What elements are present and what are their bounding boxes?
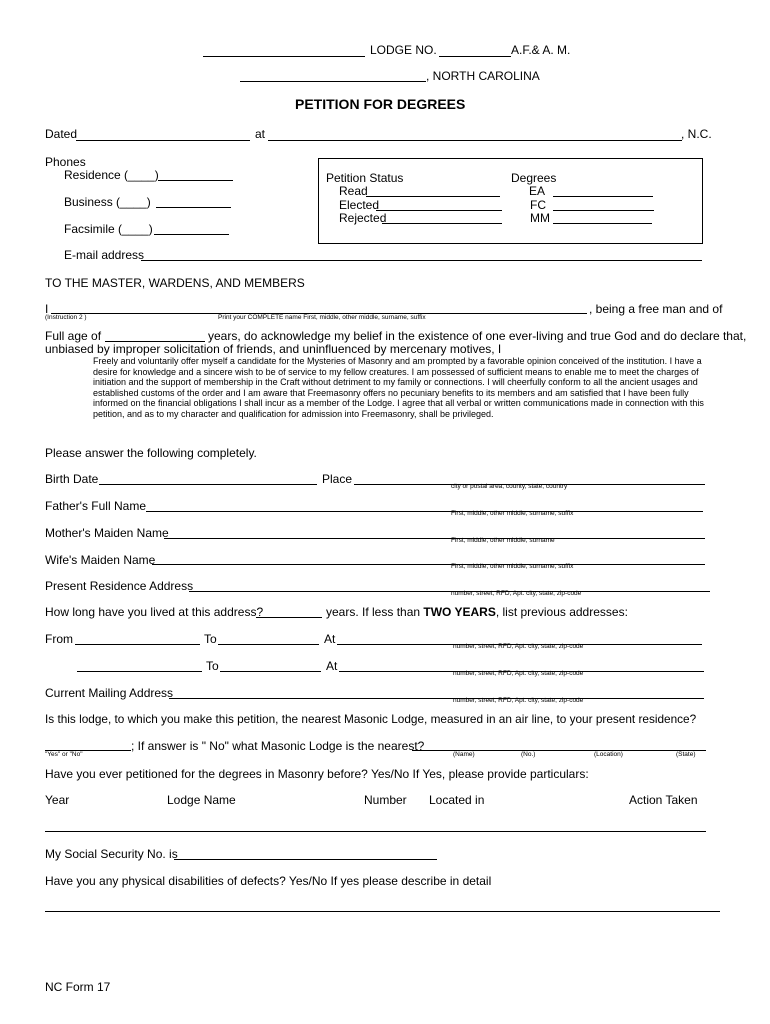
- email-label: E-mail address: [64, 248, 145, 262]
- ssn-label: My Social Security No. is: [45, 847, 178, 861]
- facsimile-line[interactable]: [154, 234, 229, 235]
- how-long-line[interactable]: [256, 617, 322, 618]
- to-line-1[interactable]: [218, 644, 319, 645]
- present-residence-label: Present Residence Address: [45, 579, 194, 593]
- birth-date-line[interactable]: [99, 484, 317, 485]
- unbiased-text: unbiased by improper solicitation of friends, and uninfluenced by mercenary motives, I: [45, 342, 502, 356]
- years-if-less-label: [326, 606, 628, 618]
- name-hint-small: (Name): [453, 751, 475, 758]
- rejected-label: Rejected: [339, 211, 387, 225]
- if-no-label: ; If answer is " No" what Masonic Lodge is the nearest?: [131, 739, 425, 753]
- to-label-1: To: [204, 632, 217, 646]
- lodge-no-label: LODGE NO.: [370, 43, 437, 57]
- mother-hint: First, middle, other middle, surname: [451, 537, 555, 544]
- birth-date-label: Birth Date: [45, 472, 99, 486]
- ea-line[interactable]: [553, 196, 653, 197]
- lodge-name-line[interactable]: [203, 56, 365, 57]
- instruction-note: (Instruction 2 ): [45, 314, 87, 321]
- dated-label: Dated: [45, 127, 78, 141]
- read-line[interactable]: [366, 196, 500, 197]
- mailing-address-line[interactable]: [169, 698, 704, 699]
- father-hint: First, middle, other middle, surname, suffix: [451, 510, 574, 517]
- how-long-label: How long have you lived at this address?: [45, 605, 264, 619]
- mm-line[interactable]: [553, 223, 652, 224]
- action-taken-header: Action Taken: [629, 793, 698, 807]
- yes-no-hint: "Yes" or "No": [45, 751, 83, 758]
- father-label: Father's Full Name: [45, 499, 146, 513]
- lodge-name-header: Lodge Name: [167, 793, 236, 807]
- at-label-1: At: [324, 632, 336, 646]
- location-hint: (Location): [594, 751, 623, 758]
- elected-line[interactable]: [376, 210, 502, 211]
- from-line-2[interactable]: [77, 671, 202, 672]
- dated-line[interactable]: [76, 140, 250, 141]
- phones-label: Phones: [45, 155, 86, 169]
- disabilities-question: Have you any physical disabilities of defects? Yes/No If yes please describe in detail: [45, 874, 492, 888]
- fc-line[interactable]: [553, 210, 654, 211]
- email-line[interactable]: [141, 260, 702, 261]
- afam-label: A.F.& A. M.: [511, 43, 571, 57]
- free-man-label: , being a free man and of: [589, 302, 723, 316]
- nearest-lodge-question: Is this lodge, to which you make this petition, the nearest Masonic Lodge, measured in an air line, to your present residence?: [45, 712, 697, 726]
- ea-label: EA: [529, 184, 546, 198]
- number-header: Number: [364, 793, 407, 807]
- wife-hint: First, middle, other middle, surname, suffix: [451, 563, 574, 570]
- no-hint: (No.): [521, 751, 536, 758]
- north-carolina-label: , NORTH CAROLINA: [426, 69, 540, 83]
- residence-phone-line[interactable]: [158, 180, 233, 181]
- located-in-header: Located in: [429, 793, 485, 807]
- facsimile-label: Facsimile (____): [64, 222, 153, 236]
- nc-label: , N.C.: [681, 127, 712, 141]
- wife-label: Wife's Maiden Name: [45, 553, 156, 567]
- mailing-address-label: Current Mailing Address: [45, 686, 174, 700]
- residence-phone-label: Residence (____): [64, 168, 159, 182]
- full-age-label: Full age of: [45, 329, 102, 343]
- mother-line[interactable]: [164, 538, 705, 539]
- disabilities-line[interactable]: [45, 911, 720, 912]
- to-label-2: To: [206, 659, 219, 673]
- ssn-line[interactable]: [174, 859, 437, 860]
- salutation: TO THE MASTER, WARDENS, AND MEMBERS: [45, 276, 305, 290]
- name-hint: Print your COMPLETE name First, middle, other middle, surname, suffix: [218, 314, 426, 321]
- declaration-paragraph: Freely and voluntarily offer myself a candidate for the Mysteries of Masonry and am prompted by a favorable opinion conceived of the institution. I have a desire for knowledge and a sincere wish to be of service to my fellow creatures. I am possessed of sufficient means to enable me to meet the charges of initiation and the support of membership in the Craft without detriment to my family or connections. I will cheerfully conform to all the ancient usages and established customs of the order and I am aware that Freemasonry offers no pecuniary benefits to its members and am satisfied that I have been fully informed on the financial obligations I shall incur as a member of the Lodge. I agree that all verbal or written communications made in connection with this petition, and as to my character and qualification for admission into Freemasonry, shall be privileged.: [93, 356, 704, 419]
- at-label: at: [255, 127, 266, 141]
- page-title: PETITION FOR DEGREES: [295, 96, 466, 112]
- father-line[interactable]: [146, 511, 703, 512]
- at-label-2: At: [326, 659, 338, 673]
- residence-hint: number, street, RFD, Apt. city, state, zip-code: [451, 590, 582, 597]
- petition-status-label: Petition Status: [326, 171, 404, 185]
- mailing-hint: number, street, RFD, Apt. city, state, zip-code: [453, 697, 584, 704]
- read-label: Read: [339, 184, 368, 198]
- i-label: I: [45, 302, 49, 316]
- from-line-1[interactable]: [75, 644, 200, 645]
- wife-line[interactable]: [152, 564, 705, 565]
- fc-label: FC: [530, 198, 546, 212]
- business-phone-line[interactable]: [156, 207, 231, 208]
- at-location-line[interactable]: [268, 140, 682, 141]
- prev-address-hint-2: number, street, RFD, Apt. city, state, zip-code: [453, 670, 584, 677]
- form-number: NC Form 17: [45, 980, 111, 994]
- petitioned-before-question: Have you ever petitioned for the degrees in Masonry before? Yes/No If Yes, please provide particulars:: [45, 767, 589, 781]
- degrees-label: Degrees: [511, 171, 557, 185]
- place-hint: city or postal area, county, state, country: [451, 483, 568, 490]
- place-label: Place: [322, 472, 353, 486]
- rejected-line[interactable]: [382, 223, 502, 224]
- belief-text: years, do acknowledge my belief in the existence of one ever-living and true God and do declare that,: [208, 329, 747, 343]
- year-header: Year: [45, 793, 70, 807]
- list-previous-text: , list previous addresses:: [495, 605, 628, 619]
- petition-history-line[interactable]: [45, 831, 706, 832]
- business-phone-label: Business (____): [64, 195, 151, 209]
- to-line-2[interactable]: [220, 671, 321, 672]
- years-if-less-text: years. If less than: [326, 605, 421, 619]
- state-hint: (State): [676, 751, 696, 758]
- mm-label: MM: [530, 211, 550, 225]
- city-line[interactable]: [240, 81, 426, 82]
- elected-label: Elected: [339, 198, 380, 212]
- please-answer-label: Please answer the following completely.: [45, 446, 257, 460]
- from-label: From: [45, 632, 73, 646]
- prev-address-hint-1: number, street, RFD, Apt. city, state, zip-code: [453, 643, 584, 650]
- lodge-number-line[interactable]: [439, 56, 511, 57]
- mother-label: Mother's Maiden Name: [45, 526, 169, 540]
- two-years-text: TWO YEARS: [423, 605, 496, 619]
- present-residence-line[interactable]: [189, 591, 710, 592]
